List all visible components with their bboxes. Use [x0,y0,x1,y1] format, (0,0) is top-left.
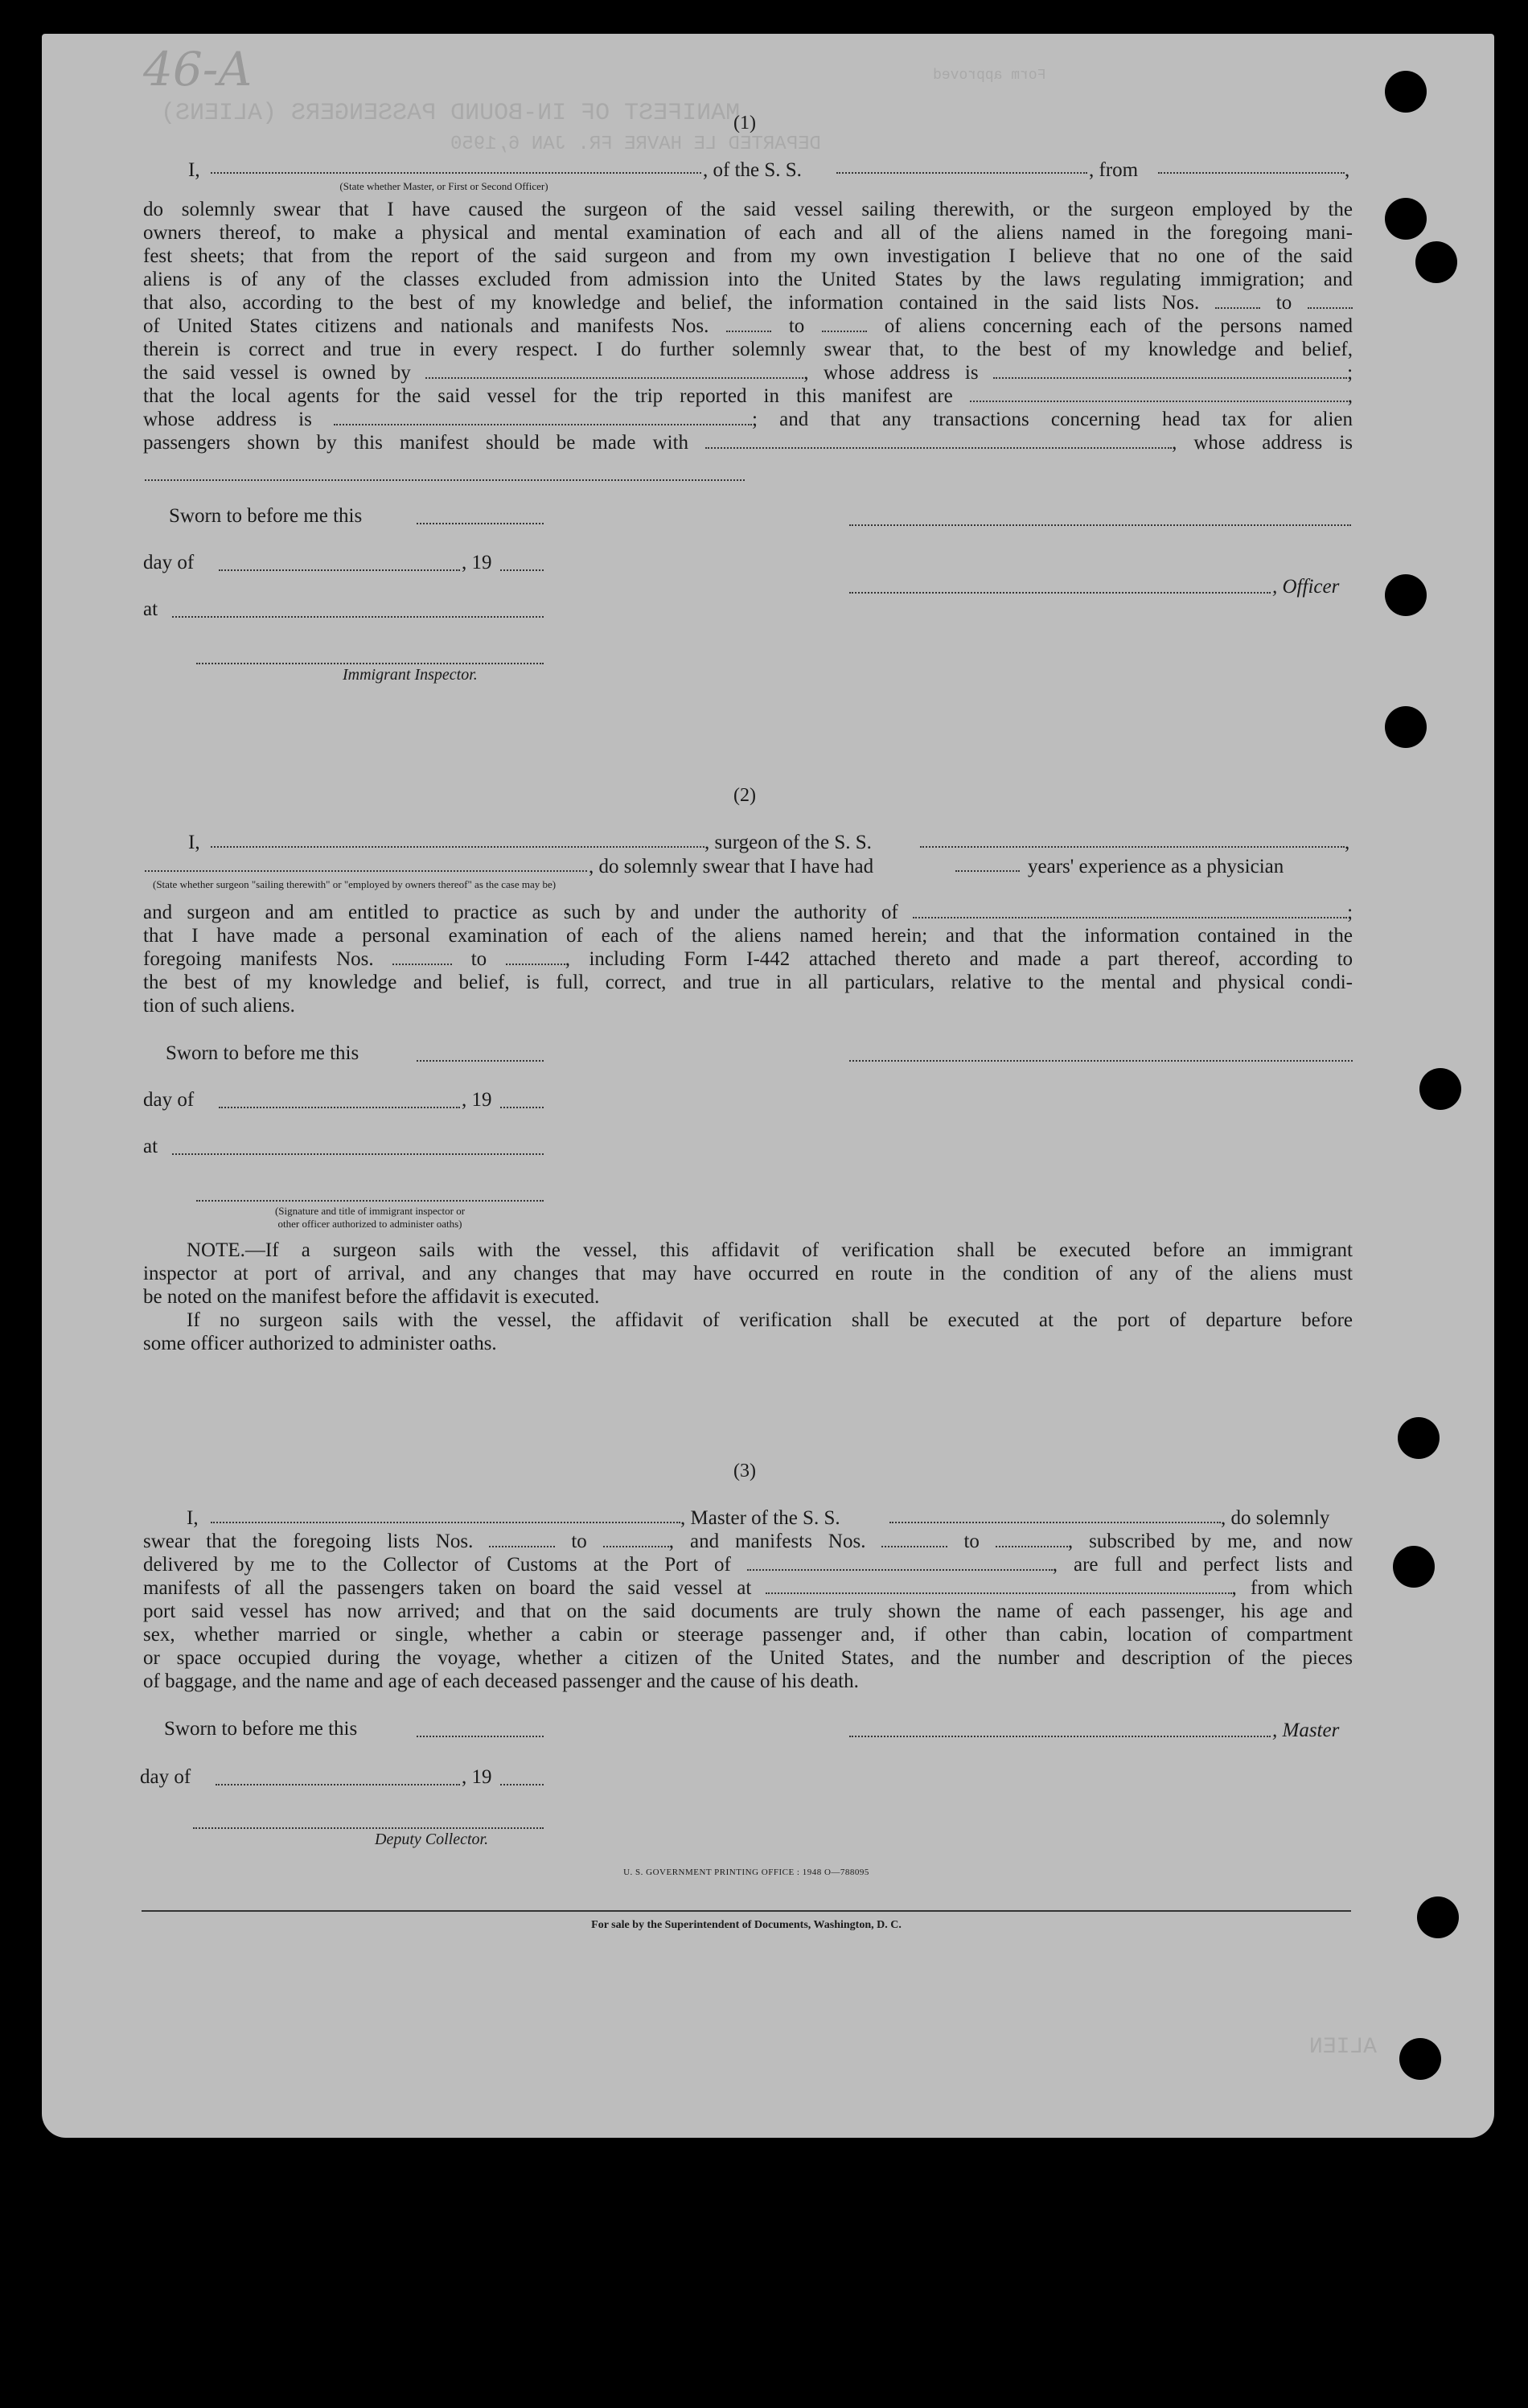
sworn-label: Sworn to before me this [166,1042,359,1064]
vessel-name-blank [836,172,1087,174]
day-of-label: day of [140,1766,191,1788]
section-number: (1) [733,113,756,134]
master-name-blank [211,1522,680,1523]
officer-label: , Officer [1272,576,1340,598]
reverse-header-bleed-3: Form approved [933,68,1046,84]
reverse-header-bleed-2: DEPARTED LE HAVRE FR. JAN 6,1950 [450,134,821,155]
oath-line: , of the S. S. [703,159,802,181]
punch-hole [1385,574,1427,616]
punch-hole [1393,1546,1435,1588]
year-label: , 19 [462,1766,492,1788]
month-blank [216,1784,460,1785]
reverse-stamp-bleed: ALIEN [1309,2035,1378,2060]
year-label: , 19 [462,1089,492,1111]
sworn-label: Sworn to before me this [164,1718,358,1740]
vessel-name-blank [920,846,1345,848]
officer-signature-top-blank [849,524,1351,526]
surgeon-status-note: (State whether surgeon "sailing therewith" or "employed by owners thereof" as the case may be) [153,878,557,890]
officer-name-blank [211,172,701,174]
oath-line: I, [187,1507,199,1529]
oath-line: , do solemnly swear that I have had [589,856,874,877]
oath-line: , from [1089,159,1139,181]
punch-hole [1385,706,1427,748]
year-blank [500,1107,544,1108]
oath-line: , [1345,159,1350,181]
oath-line: I, [188,832,200,853]
day-of-label: day of [143,1089,195,1111]
official-signature-blank [196,1200,544,1202]
master-label: , Master [1272,1720,1340,1741]
punch-hole [1385,71,1427,113]
year-blank [500,569,544,571]
oath-line: I, [188,159,200,181]
punch-hole [1385,198,1427,240]
master-signature-blank [849,1736,1271,1737]
address-continuation-blank [145,479,745,481]
collector-label: Deputy Collector. [375,1831,489,1848]
surgeon-oath-body: and surgeon and am entitled to practice as such by and under the authority of ; that I have made a personal examination of each of the aliens named herein; and that the information contained in the foregoing manifests Nos. to , including Form I-442 attached thereto and made a part thereof, according to the best of my knowledge and belief, is full, correct, and true in all particulars, relative to the mental and physical condi- tion of such aliens. [143,902,1353,1017]
sworn-date-blank [417,523,544,524]
place-blank [172,616,544,618]
sworn-label: Sworn to before me this [169,505,363,527]
at-label: at [143,1136,158,1157]
master-oath-body: swear that the foregoing lists Nos. to , and manifests Nos. to , subscribed by me, and now delivered by me to the Collector of Customs at the Port of , are full and perfect lists and manifests of all the passengers taken on board the said vessel at , from which port said vessel has now arrived; and that on the said documents are truly shown the name of each passenger, his age and sex, whether married or single, whether a cabin or steerage passenger and, if other than cabin, location of compartment or space occupied during the voyage, whether a citizen of the United States, and the number and description of the pieces of baggage, and the name and age of each deceased passenger and the cause of his death. [143,1531,1353,1692]
years-blank [955,870,1020,872]
punch-hole [1415,241,1457,283]
month-blank [219,569,460,571]
section-number: (3) [733,1461,756,1481]
at-label: at [143,598,158,620]
officer-rank-note: (State whether Master, or First or Second Officer) [339,180,548,192]
inspector-label: Immigrant Inspector. [343,666,478,684]
section-number: (2) [733,785,756,806]
year-label: , 19 [462,552,492,573]
oath-line: years' experience as a physician [1028,856,1284,877]
sworn-date-blank [417,1736,544,1737]
reverse-header-bleed: MANIFEST OF IN-BOUND PASSENGERS (ALIENS) [161,100,741,127]
month-blank [219,1107,460,1108]
footer-rule [142,1910,1351,1912]
oath-line: , do solemnly [1221,1507,1330,1529]
surgeon-note: NOTE.—If a surgeon sails with the vessel, this affidavit of verification shall be executed before an immigrant inspector at port of arrival, and any changes that may have occurred en route in the condition of any of the aliens must be noted on the manifest before the affidavit is executed. If no surgeon sails with the vessel, the affidavit of verification shall be executed at the port of departure before some officer authorized to administer oaths. [143,1239,1353,1354]
officer-signature-blank [849,592,1271,594]
oath-line: , [1345,832,1350,853]
port-blank [1158,172,1345,174]
punch-hole [1419,1068,1461,1110]
oath-line: , surgeon of the S. S. [704,832,872,853]
surgeon-name-blank [211,846,704,848]
place-blank [172,1153,544,1155]
footer-sale-notice: For sale by the Superintendent of Documents, Washington, D. C. [591,1919,902,1931]
handwritten-corner-mark: 46-A [143,42,253,97]
signature-caption: (Signature and title of immigrant inspector or other officer authorized to administer oaths) [274,1205,466,1230]
inspector-signature-blank [196,663,544,664]
surgeon-signature-blank [849,1060,1353,1062]
sworn-date-blank [417,1060,544,1062]
day-of-label: day of [143,552,195,573]
punch-hole [1398,1417,1440,1459]
printing-office-imprint: U. S. GOVERNMENT PRINTING OFFICE : 1948 O—788095 [623,1868,869,1877]
surgeon-status-blank [145,870,587,872]
vessel-name-blank [889,1522,1221,1523]
year-blank [500,1784,544,1785]
punch-hole [1417,1896,1459,1938]
collector-signature-blank [193,1827,544,1829]
oath-body: do solemnly swear that I have caused the surgeon of the said vessel sailing therewith, or the surgeon employed by the owners thereof, to make a physical and mental examination of each and all of the aliens named in the foregoing mani- fest sheets; that from the report of the said surgeon and from my own investigation I believe that no one of the said aliens is of any of the classes excluded from admission into the United States by the laws regulating immigration; and that also, according to the best of my knowledge and belief, the information contained in the said lists Nos. to of United States citizens and nationals and manifests Nos. to of aliens concerning each of the persons named therein is correct and true in every respect. I do further solemnly swear that, to the best of my knowledge and belief, the said vessel is owned by , whose address is ; that the local agents for the said vessel for the trip reported in this manifest are , whose address is ; and that any transactions concerning head tax for alien passengers shown by this manifest should be made with , whose address is [143,199,1353,454]
oath-line: , Master of the S. S. [680,1507,840,1529]
punch-hole [1399,2038,1441,2080]
